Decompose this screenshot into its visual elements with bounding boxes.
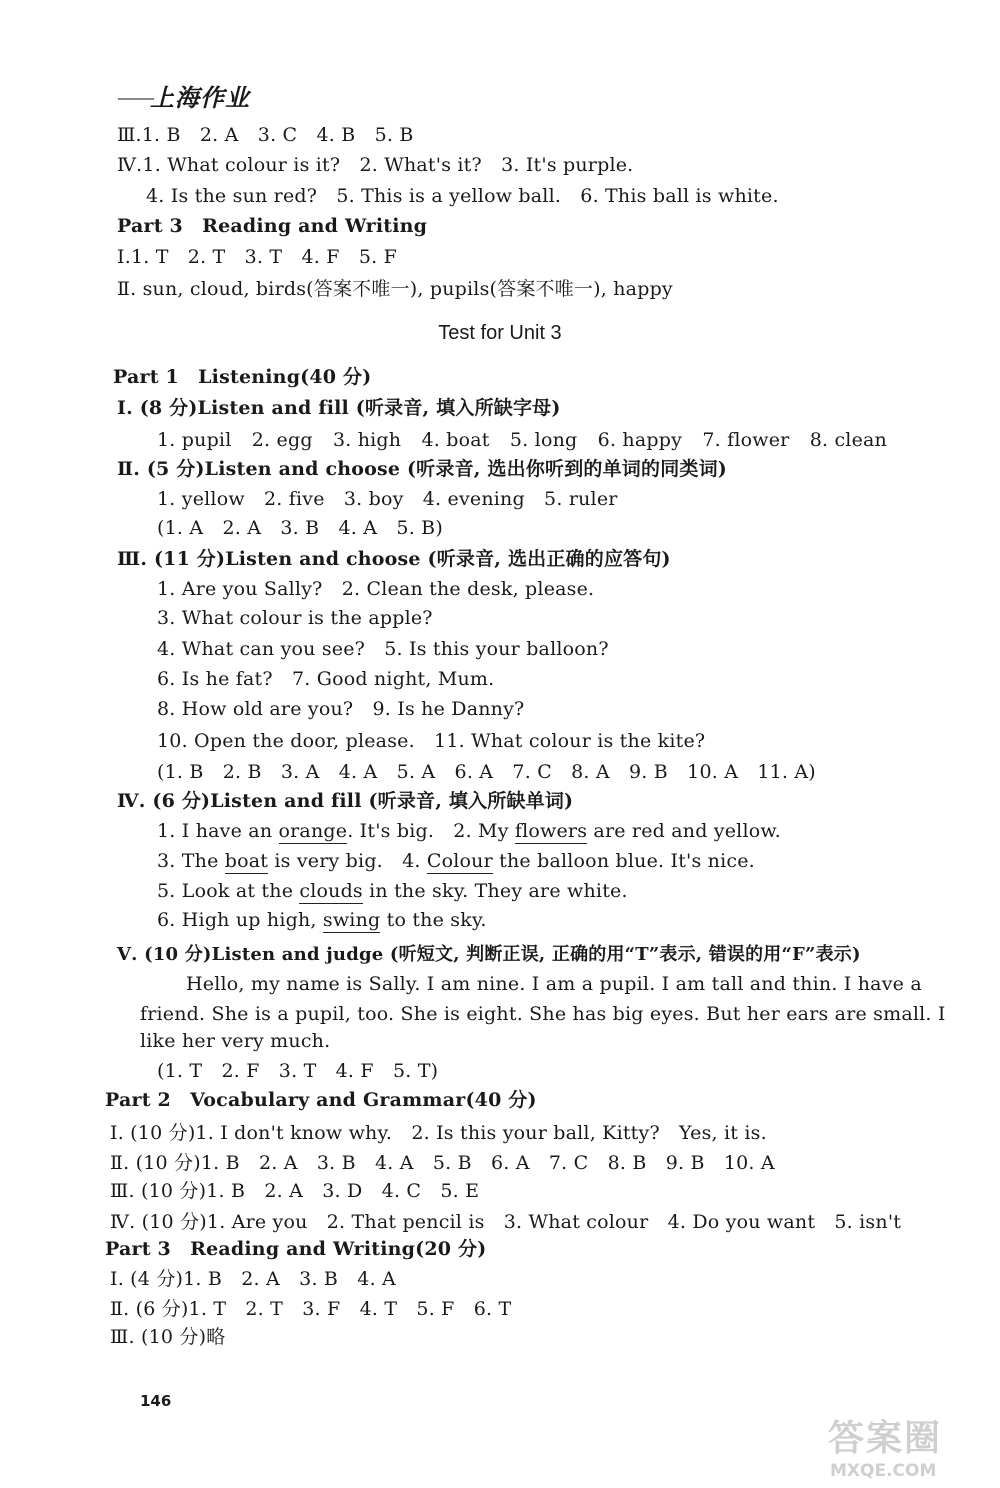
list-item: 6. happy <box>597 429 683 451</box>
list-item: 5. long <box>509 429 578 451</box>
text: . It's big. 2. My <box>347 820 515 842</box>
answer-line: 4. Is the sun red? 5. This is a yellow ball. 6. This ball is white. <box>146 185 779 207</box>
header-rule <box>118 98 154 100</box>
filled-word: boat <box>224 850 269 872</box>
filled-word: Colour <box>426 850 493 872</box>
list-item: 2. egg <box>251 429 313 451</box>
filled-word: flowers <box>514 820 588 842</box>
answer-line: 8. How old are you? 9. Is he Danny? <box>157 698 525 720</box>
answer-line <box>157 878 628 904</box>
list-item: 8. clean <box>809 429 887 451</box>
answer-line: Ⅱ. (10 分)1. B 2. A 3. B 4. A 5. B 6. A 7. C 8. B 9. B 10. A <box>110 1152 775 1174</box>
answer-line: Ⅰ.1. T 2. T 3. T 4. F 5. F <box>117 246 397 268</box>
fill-answers <box>157 427 887 453</box>
list-item: 4. boat <box>421 429 490 451</box>
answer-line: 1. Are you Sally? 2. Clean the desk, please. <box>157 578 595 600</box>
question-heading: Ⅱ. (5 分)Listen and choose (听录音, 选出你听到的单词的同类词) <box>117 458 727 480</box>
answer-line <box>157 907 487 933</box>
answer-line: Ⅰ. (10 分)1. I don't know why. 2. Is this your ball, Kitty? Yes, it is. <box>110 1122 767 1144</box>
filled-word: swing <box>322 909 381 931</box>
section-heading: Part 3 Reading and Writing <box>117 215 428 237</box>
passage-line: friend. She is a pupil, too. She is eight. She has big eyes. But her ears are small. I <box>140 1003 946 1025</box>
passage-line: like her very much. <box>140 1030 331 1052</box>
answer-line: Ⅰ. (4 分)1. B 2. A 3. B 4. A <box>110 1268 396 1290</box>
question-heading: Ⅴ. (10 分)Listen and judge (听短文, 判断正误, 正确的用“T”表示, 错误的用“F”表示) <box>117 944 861 965</box>
answer-line: Ⅲ.1. B 2. A 3. C 4. B 5. B <box>117 124 414 146</box>
answer-line: (1. A 2. A 3. B 4. A 5. B) <box>157 517 443 539</box>
answer-line: 4. What can you see? 5. Is this your balloon? <box>157 638 609 660</box>
list-item: 1. pupil <box>157 429 232 451</box>
question-heading: Ⅰ. (8 分)Listen and fill (听录音, 填入所缺字母) <box>117 397 561 419</box>
filled-word: orange <box>278 820 348 842</box>
page-title: Test for Unit 3 <box>438 322 562 344</box>
watermark <box>828 1410 978 1481</box>
page-number: 146 <box>140 1392 172 1410</box>
answer-line: (1. T 2. F 3. T 4. F 5. T) <box>157 1060 439 1082</box>
question-heading: Ⅲ. (11 分)Listen and choose (听录音, 选出正确的应答句) <box>117 548 671 570</box>
text: are red and yellow. <box>587 820 781 842</box>
passage-line: Hello, my name is Sally. I am nine. I am a pupil. I am tall and thin. I have a <box>186 973 922 995</box>
answer-line: Ⅱ. (6 分)1. T 2. T 3. F 4. T 5. F 6. T <box>110 1298 512 1320</box>
text: in the sky. They are white. <box>362 880 628 902</box>
answer-line <box>157 848 755 874</box>
text: 1. I have an <box>157 820 279 842</box>
text: 6. High up high, <box>157 909 323 931</box>
watermark-text: 答案圈 <box>828 1418 943 1459</box>
text: the balloon blue. It's nice. <box>492 850 755 872</box>
answer-line: (1. B 2. B 3. A 4. A 5. A 6. A 7. C 8. A 9. B 10. A 11. A) <box>157 761 816 783</box>
question-heading: Ⅳ. (6 分)Listen and fill (听录音, 填入所缺单词) <box>117 790 574 812</box>
answer-line: Ⅲ. (10 分)略 <box>110 1326 226 1348</box>
text: is very big. 4. <box>268 850 427 872</box>
text: 5. Look at the <box>157 880 300 902</box>
part-heading: Part 1 Listening(40 分) <box>113 366 372 388</box>
answer-line: Ⅳ. (10 分)1. Are you 2. That pencil is 3. What colour 4. Do you want 5. isn't <box>110 1211 902 1233</box>
header-logo: 上海作业 <box>150 84 250 112</box>
part-heading: Part 2 Vocabulary and Grammar(40 分) <box>105 1089 537 1111</box>
answer-line: Ⅲ. (10 分)1. B 2. A 3. D 4. C 5. E <box>110 1180 480 1202</box>
answer-line: Ⅱ. sun, cloud, birds(答案不唯一), pupils(答案不唯一), happy <box>117 278 673 300</box>
answer-line: 3. What colour is the apple? <box>157 607 433 629</box>
part-heading: Part 3 Reading and Writing(20 分) <box>105 1238 487 1260</box>
answer-line: Ⅳ.1. What colour is it? 2. What's it? 3. It's purple. <box>117 154 634 176</box>
list-item: 3. high <box>332 429 402 451</box>
answer-line <box>157 818 781 844</box>
text: 3. The <box>157 850 225 872</box>
answer-line: 10. Open the door, please. 11. What colour is the kite? <box>157 730 706 752</box>
answer-line: 6. Is he fat? 7. Good night, Mum. <box>157 668 495 690</box>
list-item: 7. flower <box>702 429 790 451</box>
text: to the sky. <box>380 909 487 931</box>
answer-line: 1. yellow 2. five 3. boy 4. evening 5. ruler <box>157 488 618 510</box>
watermark-url: MXQE.COM <box>830 1461 937 1481</box>
filled-word: clouds <box>299 880 363 902</box>
